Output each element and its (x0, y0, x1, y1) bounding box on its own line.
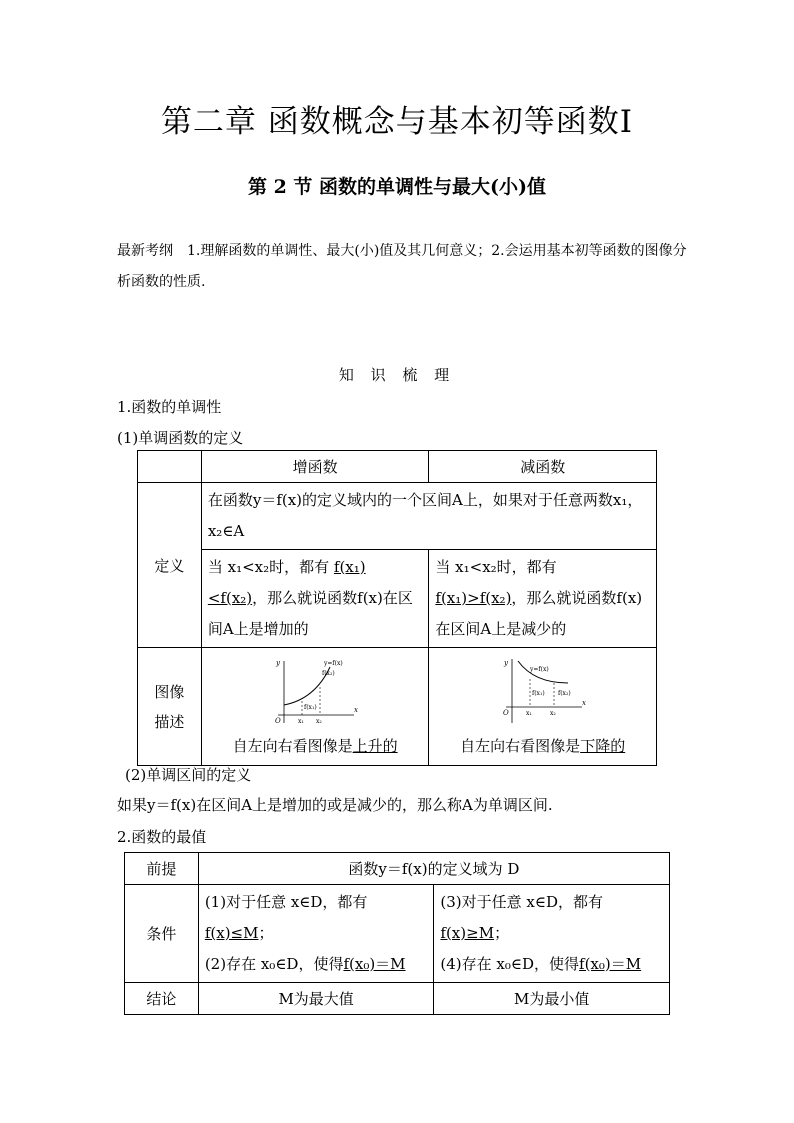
decreasing-graph (498, 657, 588, 727)
monotonic-def-heading: (1)单调函数的定义 (117, 429, 244, 447)
svg-text:O: O (275, 717, 281, 725)
knowledge-heading: 知 识 梳 理 (338, 366, 456, 384)
svg-text:y: y (503, 659, 508, 667)
monotonicity-heading: 1.函数的单调性 (117, 398, 222, 416)
interval-definition: 如果y＝f(x)在区间A上是增加的或是减少的，那么称A为单调区间. (117, 796, 553, 814)
svg-text:x₁: x₁ (525, 710, 532, 717)
syllabus-label: 最新考纲 (117, 243, 173, 259)
condition-label: 条件 (125, 885, 199, 983)
decreasing-header: 减函数 (429, 451, 657, 483)
svg-text:O: O (502, 709, 509, 717)
svg-text:x: x (354, 706, 359, 714)
premise-label: 前提 (125, 853, 199, 885)
svg-text:y: y (276, 659, 281, 667)
inc-condition: f(x₁)<f(x₂) (207, 558, 366, 607)
extremum-table (124, 852, 670, 1015)
section-title: 第 2 节 函数的单调性与最大(小)值 (247, 176, 547, 198)
increasing-graph-cell: y x O x₁ x₂ y=f(x) f(x₂) f(x₁) 自左向右看图像是上升的 (201, 648, 429, 766)
max-result: M为最大值 (198, 983, 434, 1015)
svg-text:y=f(x): y=f(x) (324, 660, 343, 667)
svg-text:f(x₂): f(x₂) (322, 670, 335, 677)
shared-definition: 在函数y＝f(x)的定义域内的一个区间A上，如果对于任意两数x₁，x₂∈A (201, 483, 656, 550)
extremum-heading: 2.函数的最值 (117, 828, 207, 846)
table-corner (138, 451, 202, 483)
monotonicity-table (137, 450, 657, 766)
svg-text:y=f(x): y=f(x) (529, 666, 549, 673)
svg-text:x: x (581, 699, 586, 707)
graph-label: 图像 描述 (138, 648, 202, 766)
interval-def-heading: (2)单调区间的定义 (125, 766, 252, 784)
svg-text:f(x₂): f(x₂) (557, 690, 571, 697)
svg-text:x₂: x₂ (549, 710, 556, 717)
increasing-graph (270, 657, 360, 727)
min-result: M为最小值 (434, 983, 670, 1015)
decreasing-graph-cell: y x O x₁ x₂ y=f(x) f(x₁) f(x₂) 自左向右看图像是下降的 (429, 648, 657, 766)
min-condition: (3)对于任意 x∈D，都有 f(x)≥M； (4)存在 x₀∈D，使得f(x₀)＝M (434, 885, 670, 983)
increasing-header: 增函数 (201, 451, 429, 483)
increasing-definition: 当 x₁<x₂时，都有 f(x₁)<f(x₂)，那么就说函数f(x)在区间A上是增加的 (201, 550, 429, 648)
chapter-title: 第二章 函数概念与基本初等函数Ⅰ (160, 104, 634, 140)
dec-condition: f(x₁)>f(x₂) (435, 589, 512, 607)
syllabus-text: 1.理解函数的单调性、最大(小)值及其几何意义；2.会运用基本初等函数的图像分析函数的性质. (117, 243, 687, 290)
falling-word: 下降的 (580, 737, 626, 755)
svg-text:x₂: x₂ (316, 718, 322, 725)
rising-word: 上升的 (352, 737, 398, 755)
max-condition: (1)对于任意 x∈D，都有 f(x)≤M； (2)存在 x₀∈D，使得f(x₀)＝M (198, 885, 434, 983)
definition-label: 定义 (138, 483, 202, 648)
conclusion-label: 结论 (125, 983, 199, 1015)
premise-text: 函数y＝f(x)的定义域为 D (198, 853, 669, 885)
decreasing-definition: 当 x₁<x₂时，都有 f(x₁)>f(x₂)，那么就说函数f(x)在区间A上是减少的 (429, 550, 657, 648)
svg-text:x₁: x₁ (298, 718, 304, 725)
svg-text:f(x₁): f(x₁) (304, 704, 317, 711)
svg-text:f(x₁): f(x₁) (531, 690, 545, 697)
syllabus (117, 236, 687, 298)
